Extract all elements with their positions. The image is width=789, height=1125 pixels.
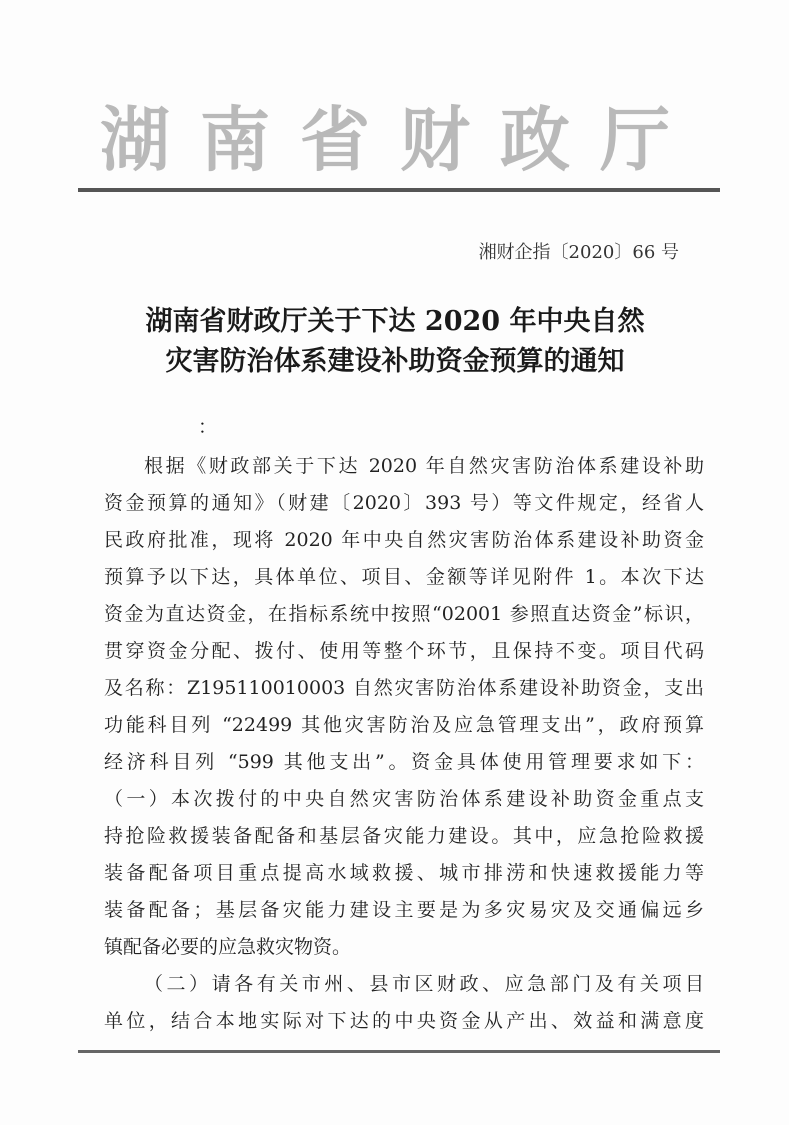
body-line: （一）本次拨付的中央自然灾害防治体系建设补助资金重点支 xyxy=(104,788,704,810)
masthead: 湖南省财政厅 xyxy=(100,98,700,181)
body-line: （二）请各有关市州、县市区财政、应急部门及有关项目 xyxy=(144,973,704,995)
body-line: 持抢险救援装备配备和基层备灾能力建设。其中，应急抢险救援 xyxy=(104,825,704,847)
title-line: 灾害防治体系建设补助资金预算的通知 xyxy=(165,346,625,377)
body-line: 民政府批准，现将 2020 年中央自然灾害防治体系建设补助资金 xyxy=(104,529,704,551)
body-line: 功能科目列 “22499 其他灾害防治及应急管理支出”，政府预算 xyxy=(104,714,704,736)
body-line: 镇配备必要的应急救灾物资。 xyxy=(104,936,352,958)
body-line: 及名称：Z195110010003 自然灾害防治体系建设补助资金，支出 xyxy=(104,677,704,699)
body-line: 单位，结合本地实际对下达的中央资金从产出、效益和满意度 xyxy=(104,1010,704,1032)
document-number: 湘财企指〔2020〕66 号 xyxy=(478,242,679,263)
body-line: 装备配备项目重点提高水域救援、城市排涝和快速救援能力等 xyxy=(104,862,704,884)
body-line: 资金预算的通知》（财建〔2020〕393 号）等文件规定，经省人 xyxy=(104,492,704,514)
body-line: 经济科目列 “599 其他支出”。资金具体使用管理要求如下： xyxy=(104,751,704,773)
body-line: 根据《财政部关于下达 2020 年自然灾害防治体系建设补助 xyxy=(144,455,704,477)
body-line: 资金为直达资金，在指标系统中按照“02001 参照直达资金”标识， xyxy=(104,603,704,625)
masthead-rule xyxy=(78,188,720,192)
document-title xyxy=(80,302,710,382)
document-body xyxy=(104,448,704,1040)
salutation: ： xyxy=(198,416,218,438)
body-line: 预算予以下达，具体单位、项目、金额等详见附件 1。本次下达 xyxy=(104,566,704,588)
body-line: 装备配备；基层备灾能力建设主要是为多灾易灾及交通偏远乡 xyxy=(104,899,704,921)
body-line: 贯穿资金分配、拨付、使用等整个环节，且保持不变。项目代码 xyxy=(104,640,704,662)
footer-rule xyxy=(78,1050,720,1053)
title-line: 湖南省财政厅关于下达 2020 年中央自然 xyxy=(145,306,645,337)
